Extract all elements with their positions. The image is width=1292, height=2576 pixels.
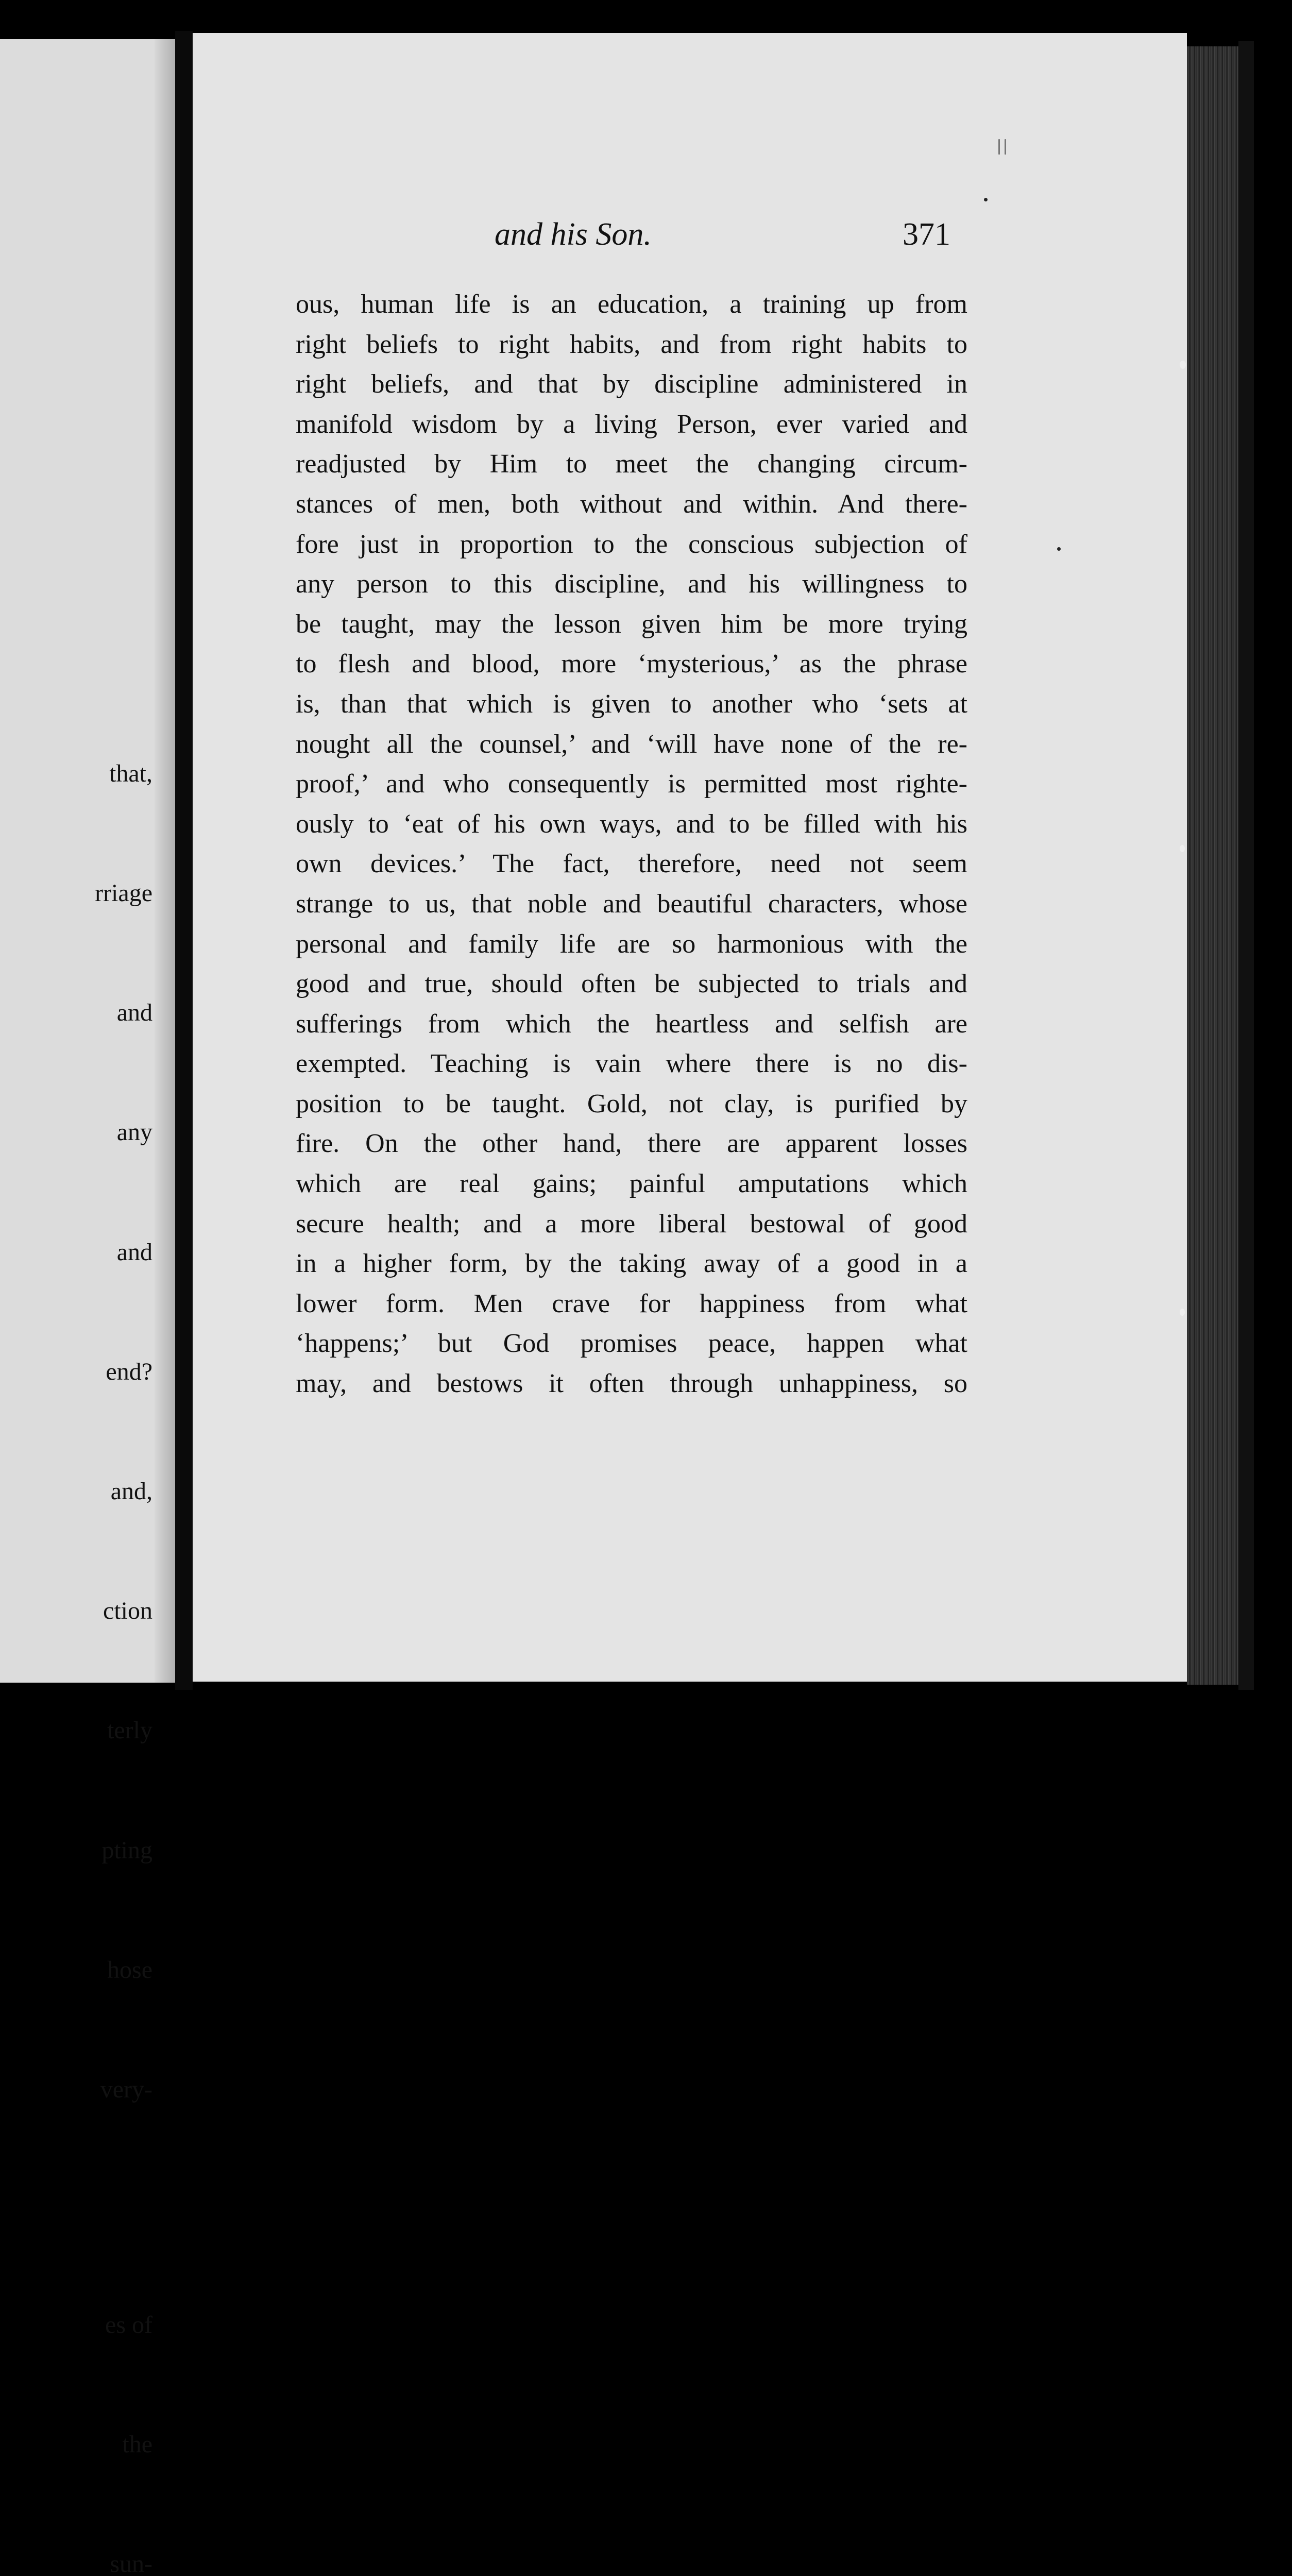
text-line: to flesh and blood, more ‘mysterious,’ as the phrase: [296, 649, 967, 679]
text-line: fire. On the other hand, there are apparent losses: [296, 1129, 967, 1159]
text-line: position to be taught. Gold, not clay, is purified by: [296, 1089, 967, 1118]
text-line: sufferings from which the heartless and selfish are: [296, 1009, 967, 1039]
left-fragment: and: [116, 999, 152, 1027]
left-fragment: hose: [107, 1956, 152, 1984]
left-fragment: pting: [101, 1836, 152, 1864]
text-line: exempted. Teaching is vain where there is no dis-: [296, 1049, 967, 1079]
text-line: readjusted by Him to meet the changing circum-: [296, 449, 967, 479]
book-edge: [1238, 41, 1254, 1690]
text-line: proof,’ and who consequently is permitted most righte-: [296, 769, 967, 799]
page-edges: [1187, 46, 1238, 1685]
text-line: nought all the counsel,’ and ‘will have none of the re-: [296, 729, 967, 759]
text-line: is, than that which is given to another who ‘sets at: [296, 689, 967, 719]
scan-speck: [1180, 845, 1185, 852]
text-line: secure health; and a more liberal bestowal of good: [296, 1209, 967, 1239]
scan-speck: [1180, 1309, 1185, 1316]
left-fragment: end?: [106, 1358, 152, 1385]
page-number: 371: [903, 217, 950, 252]
text-line: good and true, should often be subjected to trials and: [296, 969, 967, 999]
page-divider: [175, 31, 193, 1690]
text-line: right beliefs, and that by discipline administered in: [296, 369, 967, 399]
text-line: strange to us, that noble and beautiful characters, whose: [296, 889, 967, 919]
text-line: stances of men, both without and within. And there-: [296, 489, 967, 519]
left-fragment: the: [122, 2431, 152, 2459]
scan-speck: [1057, 547, 1061, 551]
text-line: ously to ‘eat of his own ways, and to be filled with his: [296, 809, 967, 839]
left-fragment: ction: [103, 1597, 152, 1625]
text-line: own devices.’ The fact, therefore, need not seem: [296, 849, 967, 879]
running-head: and his Son.: [495, 217, 652, 252]
left-fragment: very-: [100, 2076, 152, 2104]
left-fragment: rriage: [95, 879, 152, 907]
scan-speck: [1005, 139, 1006, 155]
body-text: [296, 284, 967, 1404]
text-line: manifold wisdom by a living Person, ever varied and: [296, 409, 967, 439]
text-line: lower form. Men crave for happiness from what: [296, 1289, 967, 1318]
left-fragment: any: [116, 1118, 152, 1146]
text-line: personal and family life are so harmonious with the: [296, 929, 967, 959]
left-fragment: sun-: [110, 2550, 152, 2576]
gutter-shadow: [155, 39, 175, 1683]
left-fragment-gap: [95, 2189, 152, 2225]
text-line: be taught, may the lesson given him be more trying: [296, 609, 967, 639]
text-line: ous, human life is an education, a training up from: [296, 290, 967, 319]
scan-speck: [1180, 361, 1186, 369]
text-line: ‘happens;’ but God promises peace, happen what: [296, 1329, 967, 1359]
left-fragment: terly: [107, 1717, 152, 1744]
left-fragment: and,: [110, 1478, 152, 1505]
text-line: in a higher form, by the taking away of a good in a: [296, 1249, 967, 1279]
text-line: may, and bestows it often through unhappiness, so: [296, 1369, 967, 1399]
text-line: which are real gains; painful amputations which: [296, 1169, 967, 1199]
left-page: [0, 39, 175, 2576]
left-fragment: es of: [105, 2311, 152, 2339]
left-page-fragments: [95, 674, 152, 2576]
scan-speck: [998, 139, 1000, 155]
scan-speck: [984, 198, 988, 201]
text-line: any person to this discipline, and his willingness to: [296, 569, 967, 599]
left-fragment: and: [116, 1238, 152, 1266]
text-line: fore just in proportion to the conscious subjection of: [296, 529, 967, 559]
text-line: right beliefs to right habits, and from right habits to: [296, 329, 967, 359]
left-fragment: that,: [109, 759, 152, 787]
